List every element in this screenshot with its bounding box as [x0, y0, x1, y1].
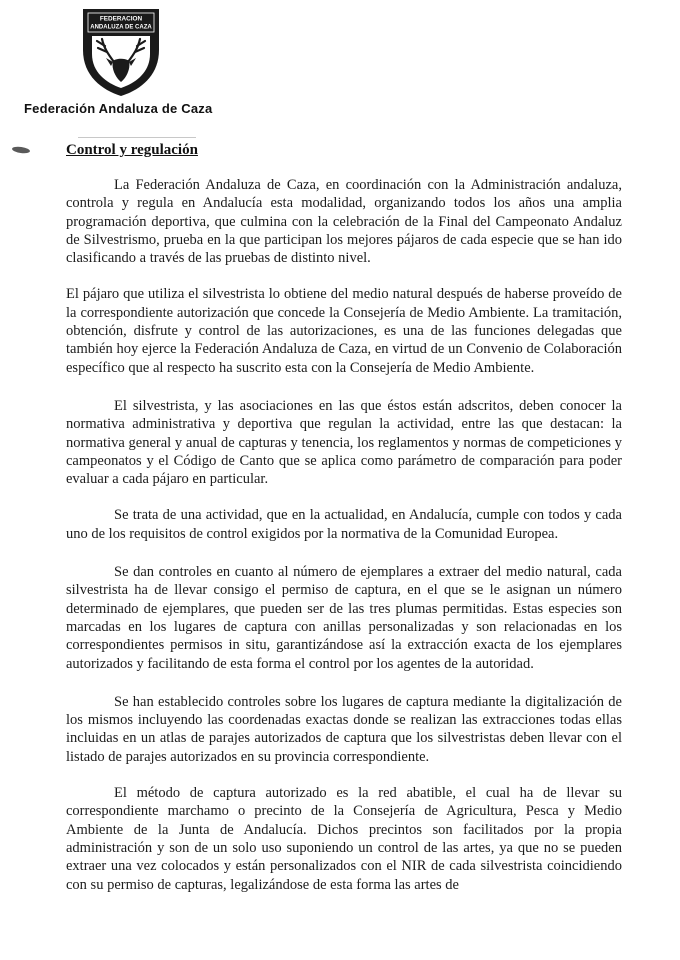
paragraph-4: Se trata de una actividad, que en la actualidad, en Andalucía, cumple con todos y cada uno de los requisitos de control exigidos por la normativa de la Comunidad Europea.	[66, 507, 622, 542]
deer-antler-shield-icon	[80, 6, 162, 98]
logo-line1: FEDERACION	[99, 15, 143, 23]
margin-mark	[12, 146, 31, 154]
federation-logo	[80, 6, 162, 98]
paragraph-7: El método de captura autorizado es la red abatible, el cual ha de llevar su correspondiente marchamo o precinto de la Consejería de Agricultura, Pesca y Medio Ambiente de la Junta de Andalucía. Dichos precintos son facilitados por la propia administración y son de un solo uso suponiendo un control de las artes, ya que no se pueden extraer una vez colocados y están personalizados con el NIR de cada silvestrista coincidiendo con su permiso de capturas, legalizándose de esta forma las artes de	[66, 785, 622, 893]
header-divider	[78, 137, 196, 138]
paragraph-5: Se dan controles en cuanto al número de ejemplares a extraer del medio natural, cada silvestrista ha de llevar consigo el permiso de captura, en el que se le asignan un número determinado de ejemplares, que pueden ser de las tres plumas permitidas. Estas especies son marcadas en los lugares de captura con anillas personalizadas y son relacionadas en los correspondientes permisos in situ, garantizándose así la extracción exacta de los ejemplares autorizados y facilitando de esta forma el control por los agentes de la autoridad.	[66, 564, 622, 672]
paragraph-3: El silvestrista, y las asociaciones en las que éstos están adscritos, deben conocer la normativa administrativa y deportiva que regulan la actividad, entre las que destacan: la normativa general y anual de capturas y tenencia, los reglamentos y normas de competiciones y campeonatos y el Código de Canto que se aplica como parámetro de comparación para poder evaluar a cada pájaro en particular.	[66, 397, 622, 488]
paragraph-1: La Federación Andaluza de Caza, en coordinación con la Administración andaluza, controla y regula en Andalucía esta modalidad, organizando todos los años una amplia programación deportiva, que culmina con la celebración de la Final del Campeonato Andaluz de Silvestrismo, prueba en la que participan los mejores pájaros de cada especie que se han ido clasificando a través de las pruebas de distinto nivel.	[66, 177, 622, 267]
organization-name: Federación Andaluza de Caza	[24, 101, 213, 116]
paragraph-6: Se han establecido controles sobre los lugares de captura mediante la digitalización de los mismos incluyendo las coordenadas exactas donde se realizan las extracciones todas ellas incluidas en un atlas de parajes autorizados de captura que los silvestristas deben llevar con el listado de parajes autorizados en su provincia correspondiente.	[66, 693, 622, 765]
paragraph-2: El pájaro que utiliza el silvestrista lo obtiene del medio natural después de haberse proveído de la correspondiente autorización que concede la Consejería de Medio Ambiente. La tramitación, obtención, disfrute y control de las autorizaciones, es una de las funciones delegadas que también hoy ejerce la Federación Andaluza de Caza, en virtud de un Convenio de Colaboración específico que al respecto ha suscrito esta con la Consejería de Medio Ambiente.	[66, 286, 622, 376]
section-title: Control y regulación	[66, 142, 198, 158]
logo-line2: ANDALUZA DE CAZA	[90, 24, 152, 31]
document-body	[66, 176, 622, 894]
